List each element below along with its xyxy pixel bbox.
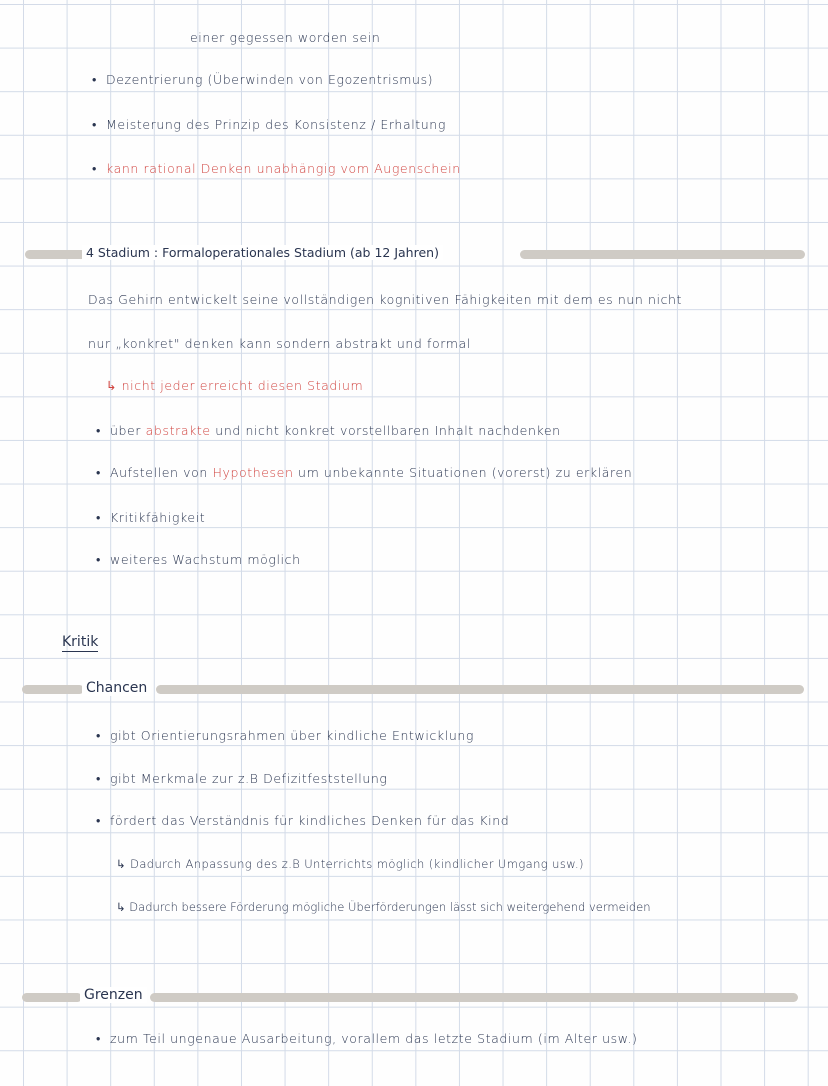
stage4-bullet-2: • Aufstellen von Hypothesen um unbekannte Situationen (vorerst) zu erklären — [96, 465, 633, 480]
bullet-dot: • — [92, 72, 97, 87]
bullet-dot: • — [92, 117, 97, 132]
heading-highlight-left — [25, 250, 90, 259]
chancen-arrow-2: ↳ Dadurch bessere Förderung mögliche Überförderungen lässt sich weitergehend vermeiden — [116, 900, 651, 914]
bullet-dot: • — [96, 771, 101, 786]
continuation-line: einer gegessen worden sein — [190, 30, 381, 45]
grenzen-heading: Grenzen — [80, 987, 147, 1003]
kritik-title: Kritik — [62, 634, 99, 650]
stage4-intro-2: nur „konkret" denken kann sondern abstrakt und formal — [88, 336, 471, 351]
chancen-bullet-3: • fördert das Verständnis für kindliches Denken für das Kind — [96, 813, 510, 828]
stage4-bullet-4: • weiteres Wachstum möglich — [96, 552, 301, 567]
chancen-highlight-left — [22, 685, 84, 694]
grenzen-highlight-right — [150, 993, 798, 1002]
stage4-heading: 4 Stadium : Formaloperationales Stadium (ab 12 Jahren) — [82, 245, 443, 260]
top-bullet-2: • Meisterung des Prinzip des Konsistenz / Erhaltung — [92, 117, 446, 132]
stage4-intro-1: Das Gehirn entwickelt seine vollständigen kognitiven Fähigkeiten mit dem es nun nicht — [88, 292, 683, 307]
heading-highlight-right — [520, 250, 805, 259]
chancen-bullet-2: • gibt Merkmale zur z.B Defizitfeststellung — [96, 771, 388, 786]
bullet-dot: • — [96, 552, 101, 567]
chancen-heading: Chancen — [82, 680, 151, 696]
stage4-arrow-note: ↳ nicht jeder erreicht diesen Stadium — [106, 378, 364, 393]
stage4-bullet-1: • über abstrakte und nicht konkret vorstellbaren Inhalt nachdenken — [96, 423, 561, 438]
chancen-bullet-1: • gibt Orientierungsrahmen über kindliche Entwicklung — [96, 728, 474, 743]
chancen-highlight-right — [156, 685, 804, 694]
bullet-dot: • — [96, 813, 101, 828]
top-bullet-3: • kann rational Denken unabhängig vom Augenschein — [92, 161, 461, 176]
grenzen-highlight-left — [22, 993, 82, 1002]
stage4-bullet-3: • Kritikfähigkeit — [96, 510, 206, 525]
bullet-dot: • — [96, 510, 101, 525]
bullet-dot: • — [96, 1031, 101, 1046]
bullet-dot: • — [92, 161, 97, 176]
chancen-arrow-1: ↳ Dadurch Anpassung des z.B Unterrichts möglich (kindlicher Umgang usw.) — [116, 857, 584, 871]
grenzen-bullet-1: • zum Teil ungenaue Ausarbeitung, vorallem das letzte Stadium (im Alter usw.) — [96, 1031, 638, 1046]
bullet-dot: • — [96, 465, 101, 480]
bullet-dot: • — [96, 423, 101, 438]
top-bullet-1: • Dezentrierung (Überwinden von Egozentrismus) — [92, 72, 434, 87]
bullet-dot: • — [96, 728, 101, 743]
